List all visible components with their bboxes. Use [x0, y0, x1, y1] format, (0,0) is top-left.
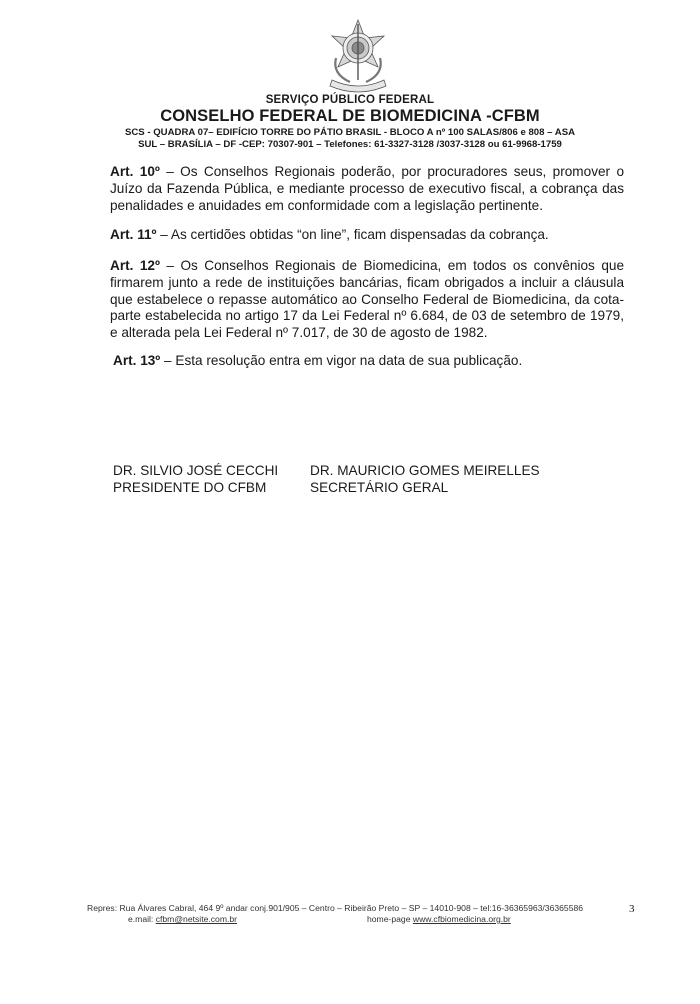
article-text: – Os Conselhos Regionais de Biomedicina, em todos os convênios que firmarem junto a rede de instituições bancárias, ficam obrigados a incluir a cláusula que estabelece o repasse automático ao Conselho Federal de Biomedicina, da cota-parte estabelecida no artigo 17 da Lei Federal nº 6.684, de 03 de setembro de 1979, e alterada pela Lei Federal nº 7.017, de 30 de agosto de 1982. [110, 258, 624, 341]
footer-homepage [367, 914, 511, 924]
address-line-2: SUL – BRASÍLIA – DF -CEP: 70307-901 – Telefones: 61-3327-3128 /3037-3128 ou 61-9968-1759 [138, 139, 562, 150]
council-heading: CONSELHO FEDERAL DE BIOMEDICINA -CFBM [160, 107, 540, 125]
signatory-title: SECRETÁRIO GERAL [310, 480, 449, 495]
article-text: – Esta resolução entra em vigor na data de sua publicação. [160, 353, 523, 368]
homepage-label: home-page [367, 914, 413, 924]
footer-address: Repres: Rua Álvares Cabral, 464 9º andar conj.901/905 – Centro – Ribeirão Preto – SP – 14010-908 – tel:16-36365963/36365586 [87, 903, 584, 913]
signature-block-president [113, 462, 278, 496]
article-text: – Os Conselhos Regionais poderão, por procuradores seus, promover o Juízo da Fazenda Pública, e mediante processo de executivo fiscal, a cobrança das penalidades e anuidades em conformidade com a legislação pertinente. [110, 164, 625, 213]
signatory-name: DR. SILVIO JOSÉ CECCHI [113, 463, 279, 478]
homepage-link[interactable]: www.cfbiomedicina.org.br [412, 914, 511, 924]
email-label: e.mail: [128, 914, 156, 924]
email-link[interactable]: cfbm@netsite.com.br [155, 914, 238, 924]
article-text: – As certidões obtidas “on line”, ficam dispensadas da cobrança. [156, 227, 549, 242]
service-heading: SERVIÇO PÚBLICO FEDERAL [265, 94, 435, 106]
article-number: Art. 13º [113, 353, 161, 368]
article-12 [110, 258, 624, 342]
signatory-name: DR. MAURICIO GOMES MEIRELLES [310, 463, 540, 478]
article-number: Art. 12º [110, 258, 160, 273]
signatory-title: PRESIDENTE DO CFBM [113, 480, 267, 495]
signature-block-secretary [310, 462, 540, 496]
article-number: Art. 11º [110, 227, 157, 242]
article-13 [113, 353, 627, 370]
article-number: Art. 10º [110, 164, 160, 179]
article-10 [110, 164, 624, 214]
article-11 [110, 227, 624, 244]
page-number: 3 [629, 903, 635, 915]
footer-email [128, 914, 237, 924]
address-line-1: SCS - QUADRA 07– EDIFÍCIO TORRE DO PÁTIO BRASIL - BLOCO A nº 100 SALAS/806 e 808 – ASA [124, 127, 576, 138]
coat-of-arms-icon [322, 18, 394, 94]
